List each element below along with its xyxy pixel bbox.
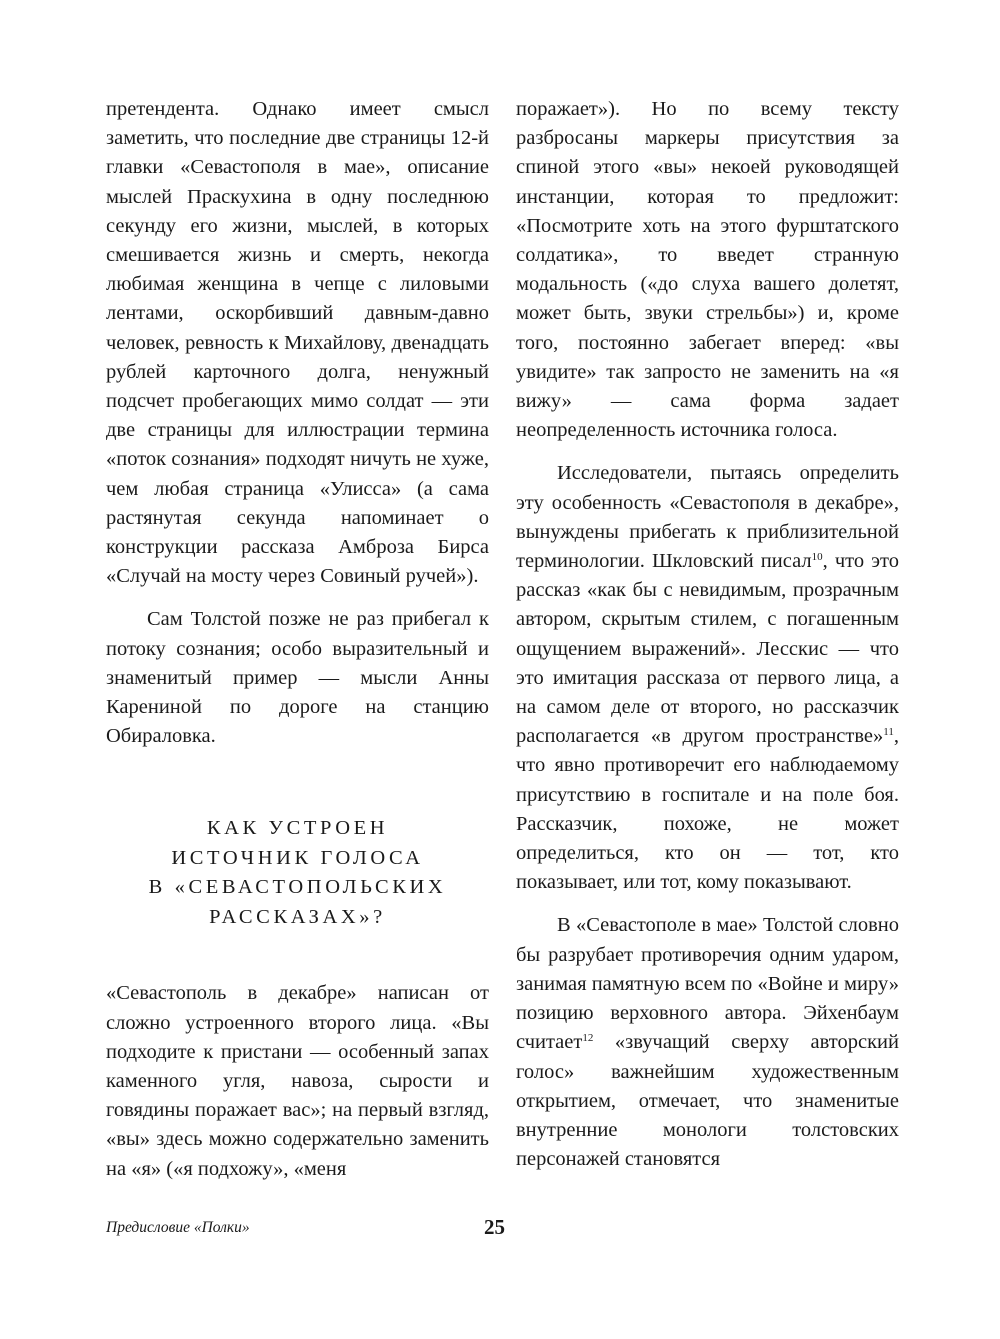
footnote-ref: 10 <box>811 551 823 564</box>
paragraph <box>516 911 899 1174</box>
left-column <box>106 95 489 1184</box>
section-heading <box>106 814 489 932</box>
paragraph: претендента. Однако имеет смысл заметить, что последние две страницы 12-й главки «Севастополя в мае», описание мыслей Праскухина в одну последнюю секунду его жизни, мыслей, в которых смешивается жизнь и смерть, некогда любимая женщина в чепце с лиловыми лентами, оскорбивший давным-давно человек, ревность к Михайлову, двенадцать рублей карточного долга, ненужный подсчет пробегающих мимо солдат — эти две страницы для иллюстрации термина «поток сознания» подходят ничуть не хуже, чем любая страница «Улисса» (а сама растянутая секунда напоминает о конструкции рассказа Амброза Бирса «Случай на мосту через Совиный ручей»). <box>106 98 489 588</box>
text-run: В «Севастополе в мае» Толстой словно бы разрубает противоречия одним ударом, занимая памятную всем по «Войне и миру» позицию верховного автора. Эйхенбаум считает <box>516 914 899 1054</box>
text-run: , что это рассказ «как бы с невидимым, прозрачным автором, скрытым стилем, с погашенным ощущением выражений». Лесскис — что это имитация рассказа от первого лица, а на самом деле от второго, но рассказчик располагается «в другом пространстве» <box>516 550 899 748</box>
text-run: Исследователи, пытаясь определить эту особенность «Севастополя в декабре», вынуждены прибегать к приблизительной терминологии. Шкловский писал <box>516 462 899 573</box>
page-number: 25 <box>484 1215 505 1239</box>
right-column <box>516 95 899 1174</box>
paragraph <box>516 459 899 897</box>
heading-line: РАССКАЗАХ»? <box>209 905 386 928</box>
footnote-ref: 11 <box>883 726 894 739</box>
heading-line: КАК УСТРОЕН <box>206 817 389 840</box>
paragraph: поражает»). Но по всему тексту разбросаны маркеры присутствия за спиной этого «вы» некоей руководящей инстанции, которая то предложит: «Посмотрите хоть на этого фурштатского солдатика», то введет странную модальность («до слуха вашего долетят, может быть, звуки стрельбы») и, кроме того, постоянно забегает вперед: «вы увидите» так запросто не заменить на «я вижу» — сама форма задает неопределенность источника голоса. <box>516 98 899 442</box>
footnote-ref: 12 <box>582 1032 594 1045</box>
heading-line: ИСТОЧНИК ГОЛОСА <box>171 846 424 869</box>
paragraph: «Севастополь в декабре» написан от сложно устроенного второго лица. «Вы подходите к пристани — особенный запах каменного угля, навоза, сырости и говядины поражает вас»; на первый взгляд, «вы» здесь можно содержательно заменить на «я» («я подхожу», «меня <box>106 982 489 1180</box>
text-run: , что явно противоречит его наблюдаемому присутствию в госпитале и на поле боя. Рассказчик, похоже, не может определиться, кто он — тот, кто показывает, или тот, кому показывают. <box>516 725 899 894</box>
heading-line: В «СЕВАСТОПОЛЬСКИХ <box>148 876 447 899</box>
text-run: «звучащий сверху авторский голос» важнейшим художественным открытием, отмечает, что знаменитые внутренние монологи толстовских персонажей становятся <box>516 1031 899 1171</box>
paragraph: Сам Толстой позже не раз прибегал к потоку сознания; особо выразительный и знаменитый пример — мысли Анны Карениной по дороге на станцию Обираловка. <box>106 608 489 748</box>
running-title: Предисловие «Полки» <box>106 1219 250 1236</box>
